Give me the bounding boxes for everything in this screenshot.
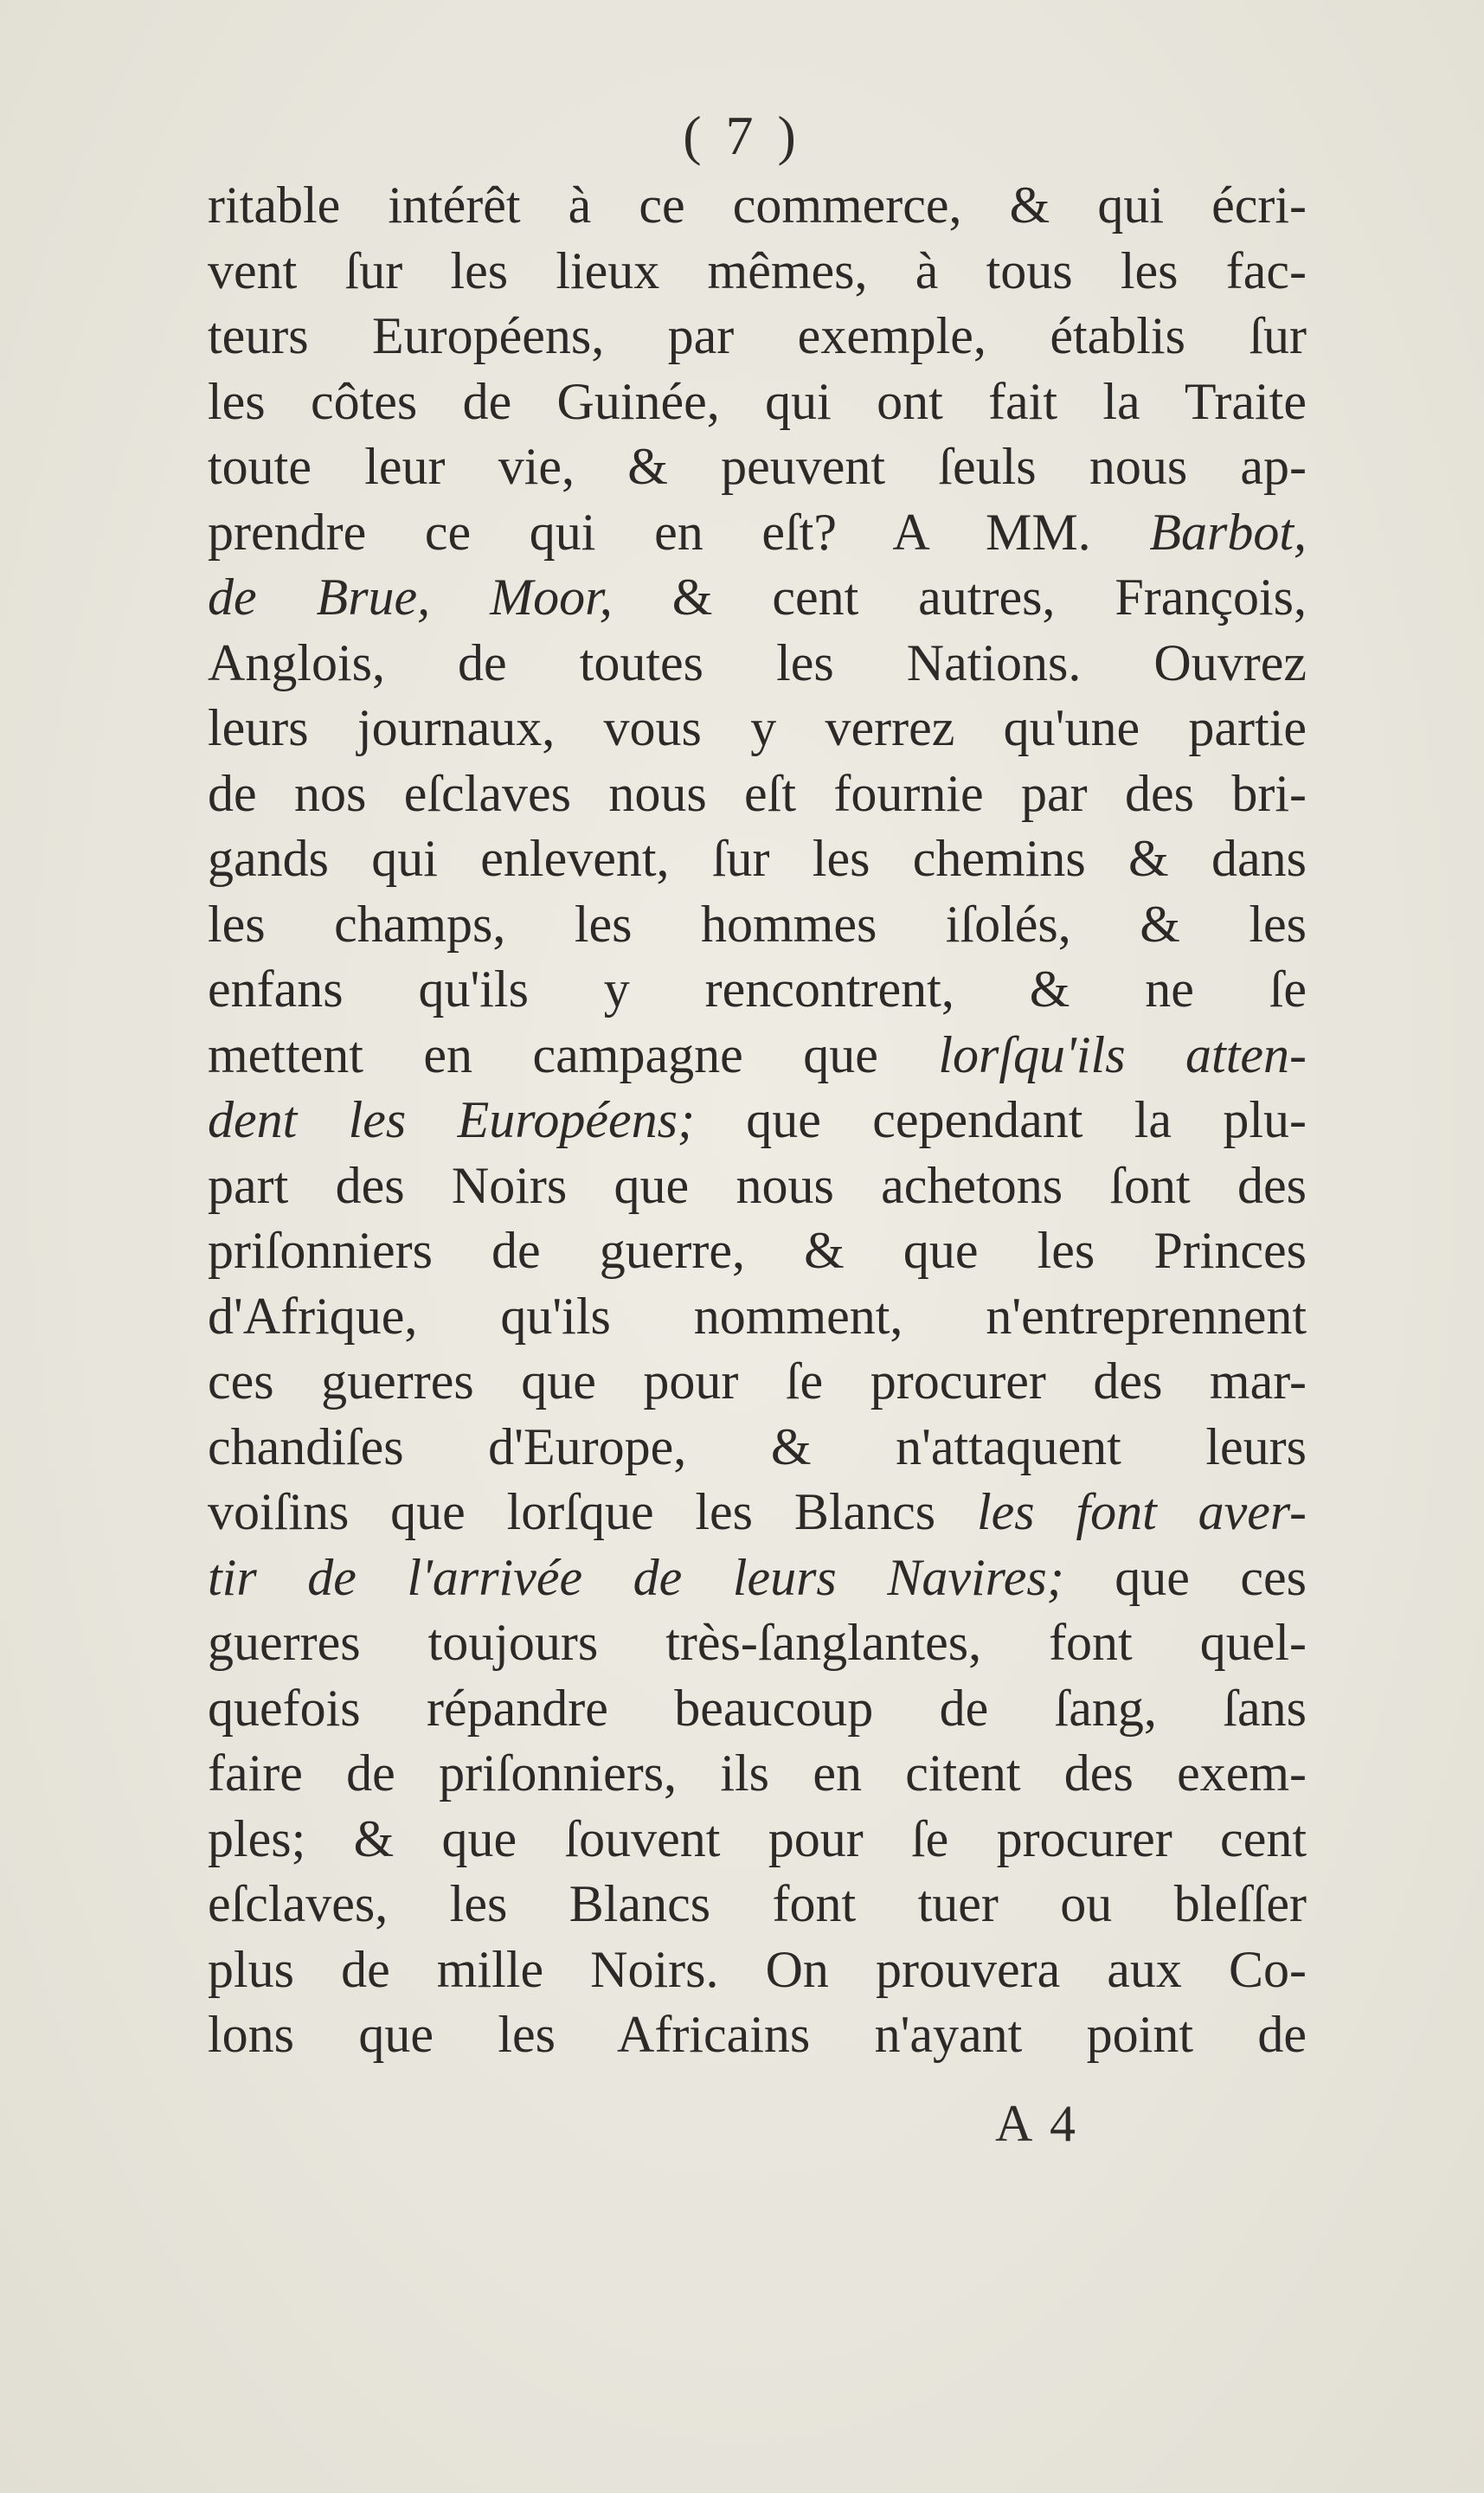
text-line: faire de priſonniers, ils en citent des exem- [208,1744,1307,1802]
text-line: lons que les Africains n'ayant point de [208,2006,1307,2063]
text-line: leurs journaux, vous y verrez qu'une partie [208,699,1307,756]
text-line: tir de l'arrivée de leurs Navires; que ces [208,1548,1307,1606]
text-line: eſclaves, les Blancs font tuer ou bleſſer [208,1875,1307,1932]
text-line: ples; & que ſouvent pour ſe procurer cent [208,1809,1307,1867]
text-line: voiſins que lorſque les Blancs les font aver- [208,1483,1307,1540]
text-line: de Brue, Moor, & cent autres, François, [208,569,1307,626]
signature-mark: A 4 [995,2095,1080,2152]
text-line: Anglois, de toutes les Nations. Ouvrez [208,633,1307,691]
text-line: les champs, les hommes iſolés, & les [208,895,1307,953]
text-line: teurs Européens, par exemple, établis ſur [208,307,1307,364]
text-line: part des Noirs que nous achetons ſont des [208,1156,1307,1214]
text-line: enfans qu'ils y rencontrent, & ne ſe [208,961,1307,1018]
text-line: plus de mille Noirs. On prouvera aux Co- [208,1940,1307,1998]
text-line: de nos eſclaves nous eſt fournie par des bri- [208,764,1307,822]
text-line: priſonniers de guerre, & que les Princes [208,1222,1307,1279]
text-line: vent ſur les lieux mêmes, à tous les fac- [208,241,1307,299]
text-line: ritable intérêt à ce commerce, & qui écri- [208,177,1307,234]
text-line: guerres toujours très-ſanglantes, font quel- [208,1614,1307,1671]
text-line: ces guerres que pour ſe procurer des mar- [208,1353,1307,1410]
text-line: gands qui enlevent, ſur les chemins & dans [208,830,1307,887]
text-line: chandiſes d'Europe, & n'attaquent leurs [208,1417,1307,1475]
body-text [208,173,1307,2068]
text-line: quefois répandre beaucoup de ſang, ſans [208,1679,1307,1737]
page-number: ( 7 ) [683,105,801,166]
text-line: toute leur vie, & peuvent ſeuls nous ap- [208,438,1307,495]
text-line: d'Afrique, qu'ils nomment, n'entreprennent [208,1287,1307,1345]
text-line: dent les Européens; que cependant la plu- [208,1091,1307,1148]
text-line: mettent en campagne que lorſqu'ils atten- [208,1025,1307,1083]
text-line: prendre ce qui en eſt? A MM. Barbot, [208,503,1307,561]
text-line: les côtes de Guinée, qui ont fait la Traite [208,372,1307,430]
